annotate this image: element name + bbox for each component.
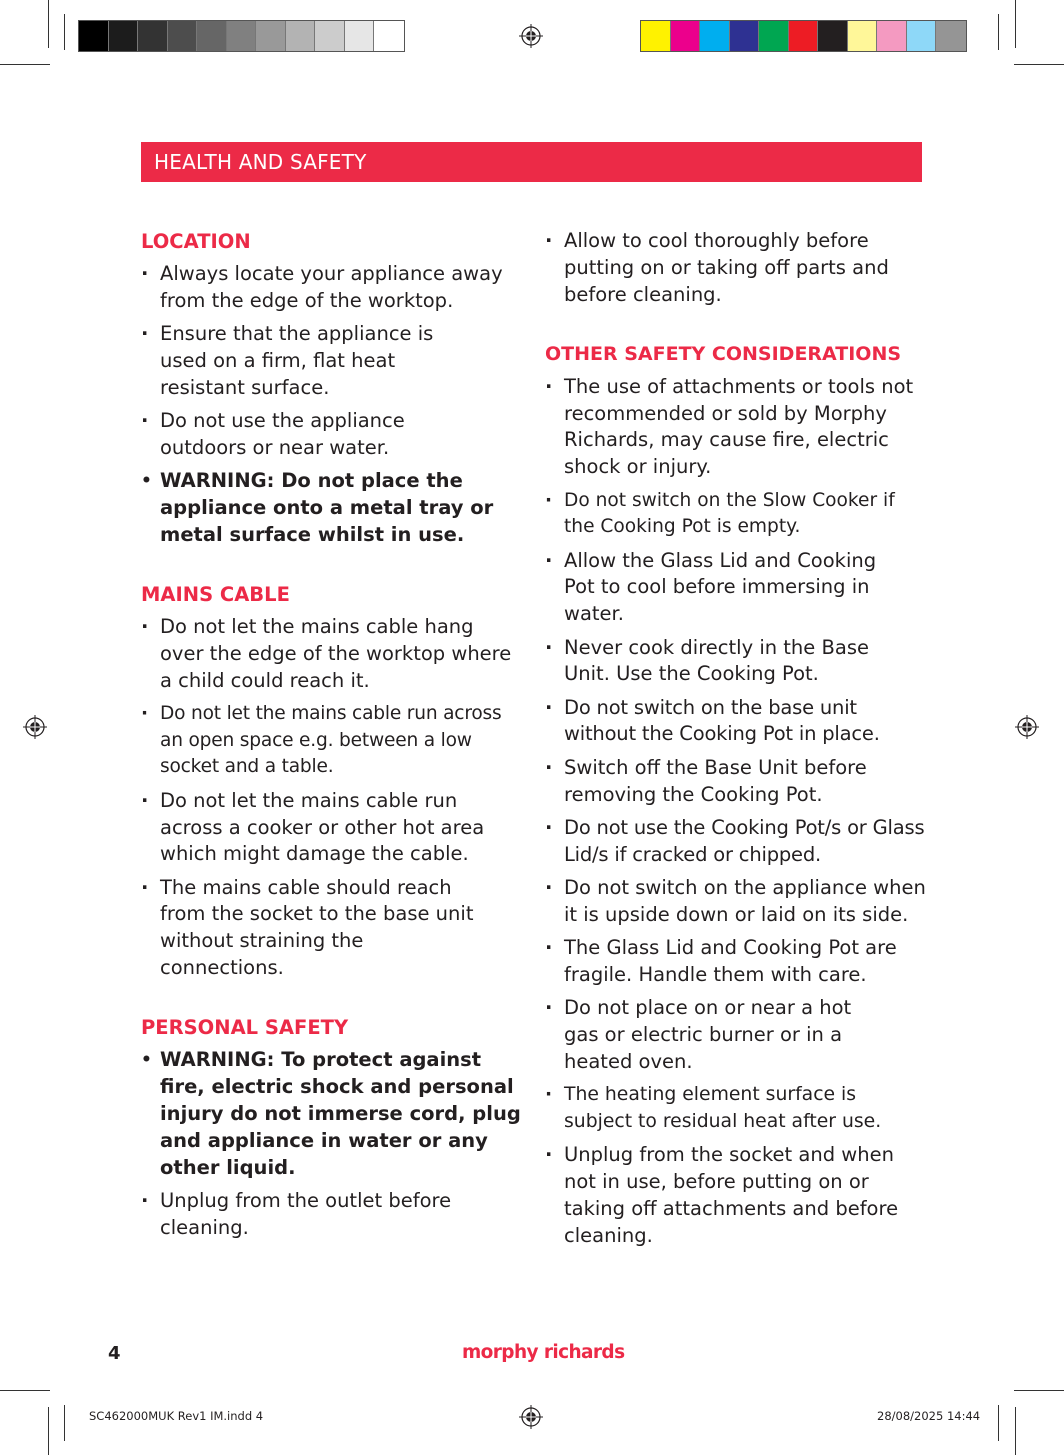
crop-mark [64,1405,65,1441]
list-item: · Do not switch on the appliance when it is upside down or laid on its side. [545,875,930,929]
color-swatch [227,21,257,51]
registration-mark-icon [1015,715,1039,739]
crop-mark [0,1390,50,1391]
cooling-list [545,228,930,308]
mains-cable-heading: MAINS CABLE [141,582,290,606]
color-swatch [286,21,316,51]
list-item: · Allow to cool thoroughly before putting on or taking off parts and before cleaning. [545,228,930,308]
crop-mark [0,64,50,65]
location-heading: LOCATION [141,230,251,253]
list-item: · Never cook directly in the Base Unit. Use the Cooking Pot. [545,635,930,689]
color-swatch [877,21,907,51]
crop-mark [48,0,49,48]
spacer [545,315,930,341]
list-item: · Do not use the Cooking Pot/s or Glass Lid/s if cracked or chipped. [545,815,930,869]
personal-safety-list [141,1047,521,1241]
grayscale-color-bar [78,20,405,52]
list-item: · Ensure that the appliance is used on a firm, flat heat resistant surface. [141,321,521,401]
spacer [141,555,521,581]
list-item: · Do not use the appliance outdoors or near water. [141,408,521,462]
location-list [141,261,521,548]
color-swatch [138,21,168,51]
other-safety-list [545,374,930,1249]
list-item: · The Glass Lid and Cooking Pot are fragile. Handle them with care. [545,935,930,989]
crop-mark [1014,1390,1064,1391]
list-item: · Do not let the mains cable hang over the edge of the worktop where a child could reach it. [141,614,521,694]
color-swatch [671,21,701,51]
crop-mark [48,1407,49,1455]
color-swatch [374,21,404,51]
color-swatch [907,21,937,51]
crop-mark [64,14,65,50]
color-swatch [641,21,671,51]
registration-mark-icon [519,24,543,48]
color-swatch [730,21,760,51]
personal-safety-heading: PERSONAL SAFETY [141,1016,349,1040]
crop-mark [998,1405,999,1441]
right-column [545,228,930,1256]
page-number: 4 [108,1343,121,1364]
mains-cable-list [141,614,521,982]
list-item: · The heating element surface is subject to residual heat after use. [545,1082,930,1136]
color-swatch [109,21,139,51]
list-item: · The use of attachments or tools not recommended or sold by Morphy Richards, may cause fire, electric shock or injury. [545,374,930,481]
crop-mark [1014,64,1064,65]
list-item: · The mains cable should reach from the socket to the base unit without straining the connections. [141,875,521,982]
date-slug: 28/08/2025 14:44 [877,1409,981,1423]
list-item: · Do not switch on the Slow Cooker if the Cooking Pot is empty. [545,488,930,542]
warning-item: • WARNING: Do not place the appliance onto a metal tray or metal surface whilst in use. [141,468,521,548]
list-item: · Do not switch on the base unit without the Cooking Pot in place. [545,695,930,749]
color-swatch [79,21,109,51]
file-slug: SC462000MUK Rev1 IM.indd 4 [89,1409,264,1423]
color-swatch [818,21,848,51]
registration-mark-icon [519,1405,543,1429]
list-item: · Switch off the Base Unit before removing the Cooking Pot. [545,755,930,809]
color-swatch [315,21,345,51]
color-swatch [936,21,966,51]
color-swatch [168,21,198,51]
process-color-bar [640,20,967,52]
color-swatch [759,21,789,51]
section-header: HEALTH AND SAFETY [141,142,922,182]
color-swatch [345,21,375,51]
color-swatch [700,21,730,51]
warning-item: • WARNING: To protect against fire, electric shock and personal injury do not immerse cord, plug and appliance in water or any other liquid. [141,1047,521,1181]
other-safety-heading: OTHER SAFETY CONSIDERATIONS [545,342,902,365]
crop-mark [1015,1407,1016,1455]
list-item: · Unplug from the outlet before cleaning. [141,1188,521,1242]
crop-mark [1015,0,1016,48]
list-item: · Always locate your appliance away from the edge of the worktop. [141,261,521,315]
crop-mark [998,14,999,50]
list-item: · Do not let the mains cable run across an open space e.g. between a low socket and a table. [141,701,521,781]
list-item: · Do not place on or near a hot gas or electric burner or in a heated oven. [545,995,930,1075]
color-swatch [197,21,227,51]
color-swatch [256,21,286,51]
list-item: · Allow the Glass Lid and Cooking Pot to cool before immersing in water. [545,548,930,628]
color-swatch [789,21,819,51]
color-swatch [848,21,878,51]
list-item: · Do not let the mains cable run across a cooker or other hot area which might damage the cable. [141,788,521,868]
left-column [141,228,521,1248]
registration-mark-icon [23,715,47,739]
list-item: · Unplug from the socket and when not in use, before putting on or taking off attachments and before cleaning. [545,1142,930,1249]
spacer [141,988,521,1014]
brand-logo: morphy richards [462,1342,625,1363]
